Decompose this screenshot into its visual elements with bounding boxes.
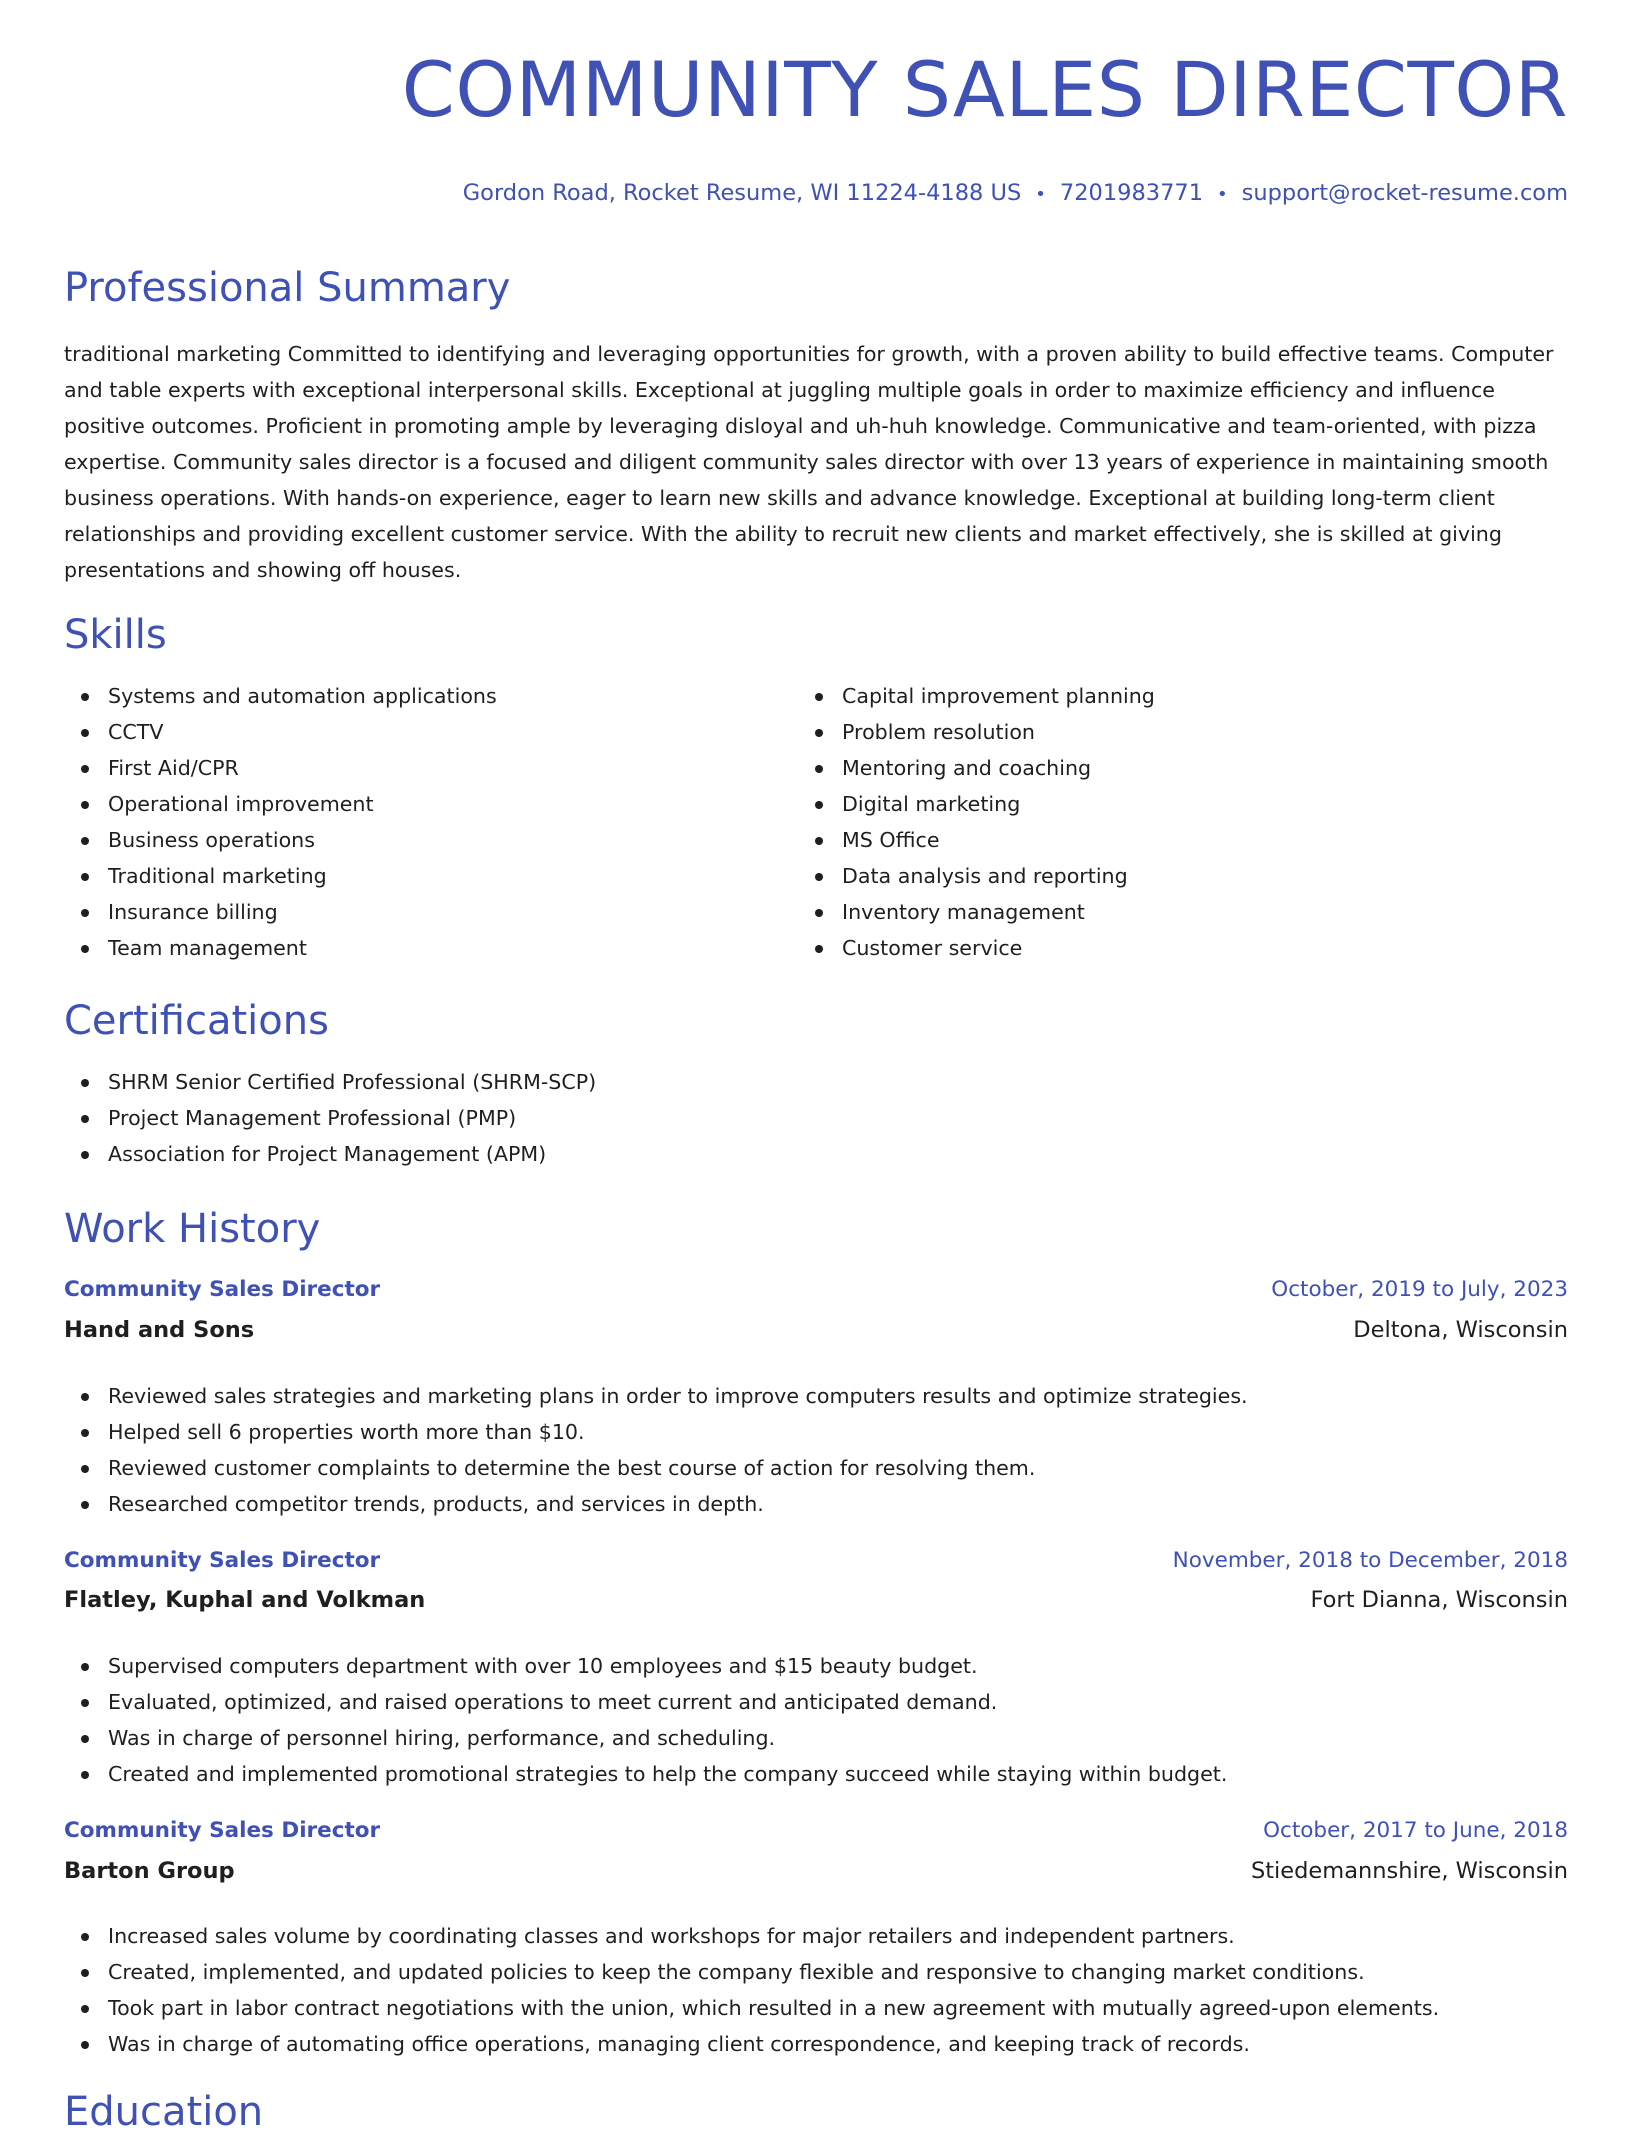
job-bullet <box>64 1378 1248 1414</box>
certification-item <box>64 1136 596 1172</box>
skill-item-text: Team management <box>108 936 307 960</box>
bullet-dot-icon <box>815 693 823 701</box>
job-bullet <box>64 1990 1439 2026</box>
certifications-list <box>64 1064 596 1172</box>
skill-item-text: CCTV <box>108 720 164 744</box>
skill-item-text: Mentoring and coaching <box>842 756 1092 780</box>
bullet-dot-icon <box>815 801 823 809</box>
bullet-dot-icon <box>81 729 89 737</box>
job-bullet-text: Supervised computers department with over 10 employees and $15 beauty budget. <box>108 1654 978 1678</box>
certification-item-text: Association for Project Management (APM) <box>108 1142 547 1166</box>
contact-separator: • <box>1217 184 1228 205</box>
skill-item <box>798 822 1155 858</box>
job-bullet-text: Reviewed sales strategies and marketing plans in order to improve computers results and optimize strategies. <box>108 1384 1248 1408</box>
job-title: Community Sales Director <box>64 1277 381 1302</box>
skill-item-text: Inventory management <box>842 900 1085 924</box>
job-location: Stiedemannshire, Wisconsin <box>1250 1858 1568 1884</box>
bullet-dot-icon <box>81 1079 89 1087</box>
skill-item-text: First Aid/CPR <box>108 756 239 780</box>
skill-item <box>64 930 497 966</box>
contact-line <box>463 182 1568 205</box>
bullet-dot-icon <box>81 2005 89 2013</box>
skill-item-text: Problem resolution <box>842 720 1035 744</box>
bullet-dot-icon <box>81 1501 89 1509</box>
bullet-dot-icon <box>81 1663 89 1671</box>
job-title: Community Sales Director <box>64 1818 381 1843</box>
bullet-dot-icon <box>815 765 823 773</box>
bullet-dot-icon <box>81 1429 89 1437</box>
bullet-dot-icon <box>81 1969 89 1977</box>
certification-item <box>64 1064 596 1100</box>
job-bullet-text: Created and implemented promotional strategies to help the company succeed while staying within budget. <box>108 1762 1228 1786</box>
skill-item <box>798 750 1155 786</box>
job-bullet <box>64 1450 1248 1486</box>
skill-item <box>64 786 497 822</box>
bullet-dot-icon <box>81 1933 89 1941</box>
job-dates: November, 2018 to December, 2018 <box>1172 1548 1568 1573</box>
skill-item <box>798 678 1155 714</box>
job-bullet <box>64 1684 1227 1720</box>
job-location: Fort Dianna, Wisconsin <box>1310 1587 1568 1613</box>
summary-text: traditional marketing Committed to identifying and leveraging opportunities for growth, with a proven ability to build effective teams. Computer and table experts with exceptional interpersonal skills. Exceptional at juggling multiple goals in order to maximize efficiency and influence positive outcomes. Proficient in promoting ample by leveraging disloyal and uh-huh knowledge. Communicative and team-oriented, with pizza expertise. Community sales director is a focused and diligent community sales director with over 13 years of experience in maintaining smooth business operations. With hands-on experience, eager to learn new skills and advance knowledge. Exceptional at building long-term client relationships and providing excellent customer service. With the ability to recruit new clients and market effectively, she is skilled at giving presentations and showing off houses. <box>64 342 1554 582</box>
skill-item <box>64 750 497 786</box>
job-company: Barton Group <box>64 1858 235 1884</box>
certification-item <box>64 1100 596 1136</box>
job-bullet <box>64 1648 1227 1684</box>
bullet-dot-icon <box>81 945 89 953</box>
contact-address: Gordon Road, Rocket Resume, WI 11224-4188 US <box>462 180 1022 206</box>
skill-item <box>64 678 497 714</box>
contact-email: support@rocket-resume.com <box>1241 180 1568 206</box>
skill-item <box>798 858 1155 894</box>
skill-item-text: Systems and automation applications <box>108 684 497 708</box>
job-bullet <box>64 1918 1439 1954</box>
skills-heading: Skills <box>64 612 167 658</box>
bullet-dot-icon <box>81 1771 89 1779</box>
skills-list-left <box>64 678 497 966</box>
summary-heading: Professional Summary <box>64 265 511 311</box>
job-bullets <box>64 1378 1248 1522</box>
skill-item-text: Traditional marketing <box>108 864 327 888</box>
bullet-dot-icon <box>81 693 89 701</box>
job-bullet <box>64 1414 1248 1450</box>
job-bullet-text: Helped sell 6 properties worth more than $10. <box>108 1420 585 1444</box>
bullet-dot-icon <box>81 1393 89 1401</box>
bullet-dot-icon <box>81 909 89 917</box>
bullet-dot-icon <box>81 1115 89 1123</box>
bullet-dot-icon <box>81 2041 89 2049</box>
skill-item <box>64 714 497 750</box>
skill-item <box>798 714 1155 750</box>
skills-list-right <box>798 678 1155 966</box>
job-dates: October, 2017 to June, 2018 <box>1263 1818 1568 1843</box>
contact-phone: 7201983771 <box>1059 180 1204 206</box>
job-bullet-text: Was in charge of personnel hiring, performance, and scheduling. <box>108 1726 776 1750</box>
bullet-dot-icon <box>815 837 823 845</box>
skill-item <box>64 894 497 930</box>
skill-item <box>798 786 1155 822</box>
job-bullet-text: Increased sales volume by coordinating classes and workshops for major retailers and independent partners. <box>108 1924 1235 1948</box>
job-company: Hand and Sons <box>64 1317 255 1343</box>
certifications-heading: Certifications <box>64 998 329 1044</box>
job-bullet <box>64 1756 1227 1792</box>
job-bullet-text: Reviewed customer complaints to determine the best course of action for resolving them. <box>108 1456 1036 1480</box>
bullet-dot-icon <box>81 1735 89 1743</box>
bullet-dot-icon <box>81 765 89 773</box>
job-bullet-text: Was in charge of automating office operations, managing client correspondence, and keeping track of records. <box>108 2032 1250 2056</box>
job-bullet <box>64 1720 1227 1756</box>
skill-item-text: MS Office <box>842 828 940 852</box>
job-bullet <box>64 1954 1439 1990</box>
education-heading: Education <box>64 2089 264 2135</box>
bullet-dot-icon <box>815 909 823 917</box>
skill-item-text: Business operations <box>108 828 315 852</box>
job-location: Deltona, Wisconsin <box>1353 1317 1568 1343</box>
skill-item-text: Customer service <box>842 936 1023 960</box>
skill-item-text: Digital marketing <box>842 792 1021 816</box>
contact-separator: • <box>1035 184 1046 205</box>
resume-name: COMMUNITY SALES DIRECTOR <box>401 45 1568 134</box>
job-bullets <box>64 1918 1439 2062</box>
job-bullet <box>64 1486 1248 1522</box>
job-title: Community Sales Director <box>64 1548 381 1573</box>
job-bullet <box>64 2026 1439 2062</box>
job-bullet-text: Took part in labor contract negotiations with the union, which resulted in a new agreement with mutually agreed-upon elements. <box>108 1996 1440 2020</box>
job-company: Flatley, Kuphal and Volkman <box>64 1587 426 1613</box>
skill-item <box>64 822 497 858</box>
job-bullet-text: Researched competitor trends, products, and services in depth. <box>108 1492 764 1516</box>
skill-item <box>798 930 1155 966</box>
bullet-dot-icon <box>81 873 89 881</box>
job-bullet-text: Evaluated, optimized, and raised operations to meet current and anticipated demand. <box>108 1690 998 1714</box>
bullet-dot-icon <box>81 1151 89 1159</box>
bullet-dot-icon <box>81 1465 89 1473</box>
certification-item-text: Project Management Professional (PMP) <box>108 1106 517 1130</box>
bullet-dot-icon <box>81 837 89 845</box>
bullet-dot-icon <box>815 729 823 737</box>
skill-item <box>64 858 497 894</box>
bullet-dot-icon <box>815 873 823 881</box>
work-history-heading: Work History <box>64 1206 321 1252</box>
bullet-dot-icon <box>81 801 89 809</box>
bullet-dot-icon <box>815 945 823 953</box>
job-dates: October, 2019 to July, 2023 <box>1271 1277 1568 1302</box>
skill-item-text: Insurance billing <box>108 900 278 924</box>
job-bullet-text: Created, implemented, and updated policies to keep the company flexible and responsive to changing market conditions. <box>108 1960 1365 1984</box>
job-bullets <box>64 1648 1227 1792</box>
skill-item-text: Capital improvement planning <box>842 684 1155 708</box>
skill-item-text: Operational improvement <box>108 792 374 816</box>
bullet-dot-icon <box>81 1699 89 1707</box>
skill-item <box>798 894 1155 930</box>
certification-item-text: SHRM Senior Certified Professional (SHRM-SCP) <box>108 1070 597 1094</box>
skill-item-text: Data analysis and reporting <box>842 864 1128 888</box>
